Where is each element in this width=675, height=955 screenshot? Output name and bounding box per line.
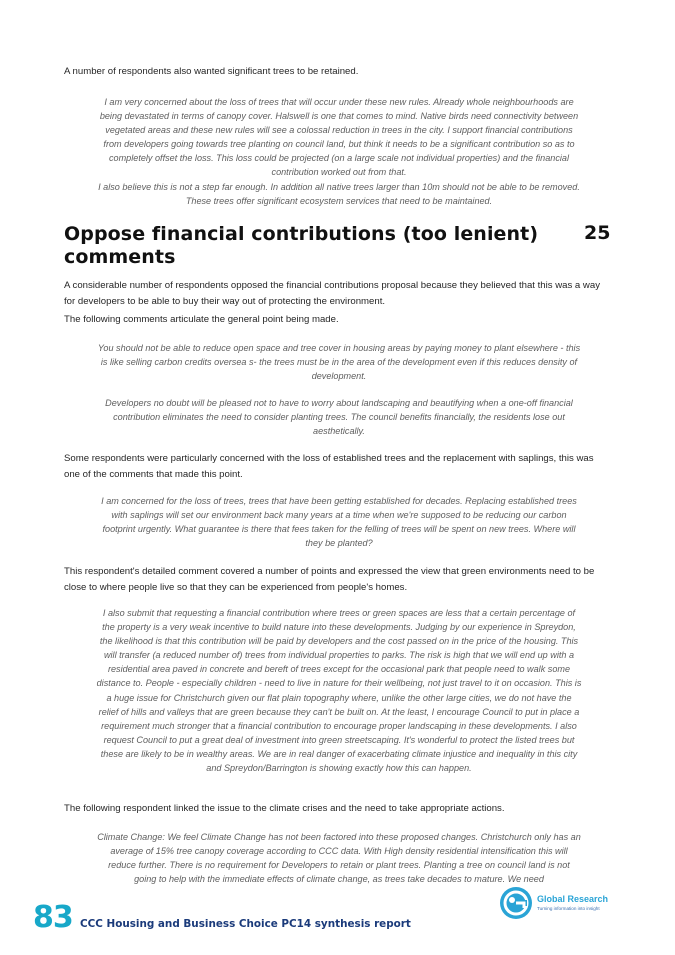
quote-detailed-comment: I also submit that requesting a financial contribution where trees or green spaces are less that a certain percentage of the property is a very weak incentive to build nature into these developments. Judging by our experience in Spreydon, the likelihood is that this contribution will be paid by developers and the cost passed on in the price of the housing. This will transfer (a reduced number of) trees from individual properties to parks. The risk is high that we will end up with a residential area paved in concrete and bereft of trees except for the occasional park that people need to walk some distance to. People - especially children - need to live in nature for their wellbeing, not just travel to it on occasion. This is a huge issue for Christchurch given our flat plain topography where, unlike the other large cities, we do not have the relief of hills and valleys that are green because they can't be built on. At the least, I encourage Council to put in place a requirement much stronger that a financial contribution to encourage proper landscaping in these developments. I also request Council to put a great deal of investment into green streetscaping. It's wonderful to protect the listed trees but these are likely to be in wealthy areas. We are in real danger of exacerbating climate injustice and inequality in this city and Spreydon/Barrington is showing exactly how this can happen. (96, 608, 582, 774)
quote-open-space: You should not be able to reduce open space and tree cover in housing areas by paying money to plant elsewhere - this is like selling carbon credits oversea s- the trees must be in the area of the development even if this reduces density of development. (97, 343, 581, 382)
globe-logo-icon (499, 886, 533, 920)
logo-tagline: Turning information into insight (537, 906, 600, 911)
page-number: 83 (33, 900, 73, 935)
quote-paragraph: I also believe this is not a step far enough. In addition all native trees larger than 10m should not be able to be removed. These trees offer significant ecosystem services that need to be maintained. (98, 181, 580, 206)
body-paragraph: This respondent's detailed comment covered a number of points and expressed the view that green environments need to be close to where people live so that they can be experienced from people's homes. (64, 566, 595, 593)
comment-count: 25 (584, 222, 611, 244)
quote-significant-trees (96, 95, 582, 208)
body-paragraph: Some respondents were particularly concerned with the loss of established trees and the replacement with saplings, this was one of the comments that made this point. (64, 453, 594, 480)
body-paragraph: The following respondent linked the issue to the climate crises and the need to take appropriate actions. (64, 803, 505, 814)
body-paragraph: The following comments articulate the general point being made. (64, 314, 339, 325)
body-paragraph: A considerable number of respondents opposed the financial contributions proposal because they believed that this was a way for developers to be able to buy their way out of protecting the environment. (64, 280, 600, 307)
quote-landscaping: Developers no doubt will be pleased not to have to worry about landscaping and beautifying when a one-off financial contribution eliminates the need to consider planting trees. The council benefits financially, the residents lose out aesthetically. (105, 398, 573, 437)
section-heading: Oppose financial contributions (too lenient) comments (64, 223, 539, 268)
logo-name: Global Research (537, 894, 609, 904)
global-research-logo (499, 886, 639, 922)
quote-paragraph: I am very concerned about the loss of trees that will occur under these new rules. Already whole neighbourhoods are being devastated in terms of canopy cover. Halswell is one that comes to mind. Native birds need connectivity between vegetated areas and these new rules will see a colossal reduction in trees in the city. I support financial contributions from developers going towards tree planting on council land, but think it needs to be a significant contribution so as to completely offset the loss. This loss could be projected (on a large scale not individual properties) and the financial contribution worked out from that. (99, 97, 579, 178)
intro-paragraph: A number of respondents also wanted significant trees to be retained. (64, 66, 359, 77)
quote-established-trees: I am concerned for the loss of trees, trees that have been getting established for decades. Replacing established trees with saplings will set our environment back many years at a time when we're supposed to be reducing our carbon footprint urgently. What guarantee is there that fees taken for the felling of trees will be spent on new trees. Where will they be planted? (101, 496, 577, 549)
quote-climate-change: Climate Change: We feel Climate Change has not been factored into these proposed changes. Christchurch only has an average of 15% tree canopy coverage according to CCC data. With High density residential intensification this will reduce further. There is no requirement for Developers to retain or plant trees. Planting a tree on council land is not going to help with the immediate effects of climate change, as trees take decades to mature. We need (97, 832, 581, 885)
report-title: CCC Housing and Business Choice PC14 synthesis report (80, 918, 411, 930)
